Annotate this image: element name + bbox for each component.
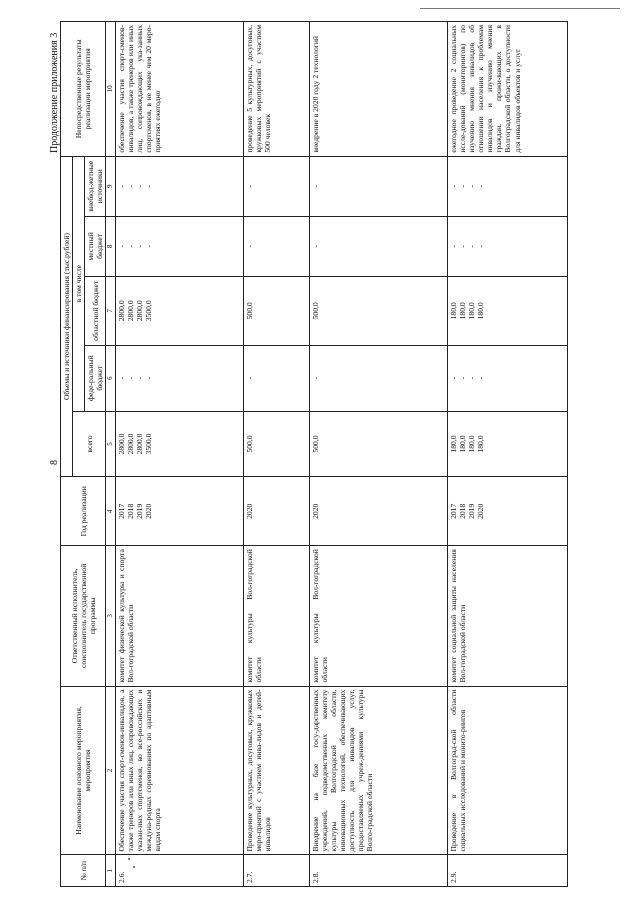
implementation-year — [447, 477, 567, 546]
funding-total-value: 2800,0 — [135, 433, 145, 455]
funding-regional-value: 180,0 — [457, 302, 467, 320]
funding-regional-value: 500,0 — [244, 302, 254, 320]
funding-local-value: - — [144, 245, 154, 248]
funding-federal — [447, 345, 567, 411]
funding-extrabudget-value: - — [310, 184, 320, 188]
funding-total — [447, 411, 567, 477]
funding-federal-value: - — [116, 376, 126, 380]
funding-federal-value: - — [144, 376, 154, 380]
funding-regional — [309, 276, 447, 345]
header-executor: Ответственный исполнитель, соисполнитель государственной программы — [61, 546, 106, 686]
funding-local-value: - — [244, 245, 254, 248]
expected-result: обеспечение участия спорт-сменов-инвалидов, а также тренеров или иных лиц, сопровождающих ука-занных спортсменов, в не менее чем 20 меро-приятиях ежегодно — [115, 22, 243, 157]
column-number: 6 — [106, 345, 115, 411]
header-funding: Объемы и источники финансирования (тыс.рублей) — [61, 156, 73, 477]
implementation-year — [243, 477, 309, 546]
funding-extrabudget-value: - — [116, 184, 126, 188]
funding-local — [115, 216, 243, 276]
continuation-label: Продолжение приложения 3 — [49, 32, 60, 153]
funding-total-value: 500,0 — [310, 435, 320, 453]
funding-extrabudget-value: - — [467, 184, 477, 188]
header-local: местный бюджет — [85, 216, 106, 276]
funding-total-value: 180,0 — [457, 435, 467, 453]
implementation-year-value: 2020 — [310, 503, 320, 519]
funding-local-value: - — [476, 245, 486, 248]
column-number: 2 — [106, 686, 115, 855]
funding-extrabudget — [447, 156, 567, 216]
funding-extrabudget — [309, 156, 447, 216]
funding-total-value: 2800,0 — [125, 433, 135, 455]
funding-regional-value: 2800,0 — [125, 300, 135, 322]
implementation-year-value: 2017 — [116, 503, 126, 519]
row-number: 2.8. — [309, 855, 447, 887]
header-num: № п/п — [61, 855, 106, 887]
funding-local-value: - — [310, 245, 320, 248]
activity-name: Внедрение на базе госу-дарственных учреждений, подведомственных комитету культуры Волгоградской области, инновационных технологий, обеспечивающих доступность для инвалидов услуг, предоставляемых учреж-дениями культуры Волго-градской области — [309, 686, 447, 855]
activity-name: Проведение в Волгоград-ской области социальных исследований и монито-рингов — [447, 686, 567, 855]
column-number: 1 — [106, 855, 115, 887]
table-row — [115, 22, 243, 887]
header-extrabudget: внебюд-жетные источники — [85, 156, 106, 216]
funding-total-value: 500,0 — [244, 435, 254, 453]
funding-federal-value: - — [457, 376, 467, 380]
header-result: Непосредственные результаты реализации мероприятия — [61, 22, 106, 157]
table-row — [309, 22, 447, 887]
funding-total-value: 3500,0 — [144, 433, 154, 455]
funding-extrabudget — [115, 156, 243, 216]
funding-total-value: 180,0 — [476, 435, 486, 453]
funding-regional-value: 180,0 — [467, 302, 477, 320]
funding-regional-value: 180,0 — [476, 302, 486, 320]
funding-federal-value: - — [448, 376, 458, 380]
program-table — [60, 21, 568, 887]
header-regional: областной бюджет — [85, 276, 106, 345]
funding-total — [243, 411, 309, 477]
implementation-year-value: 2019 — [467, 503, 477, 519]
implementation-year — [115, 477, 243, 546]
funding-extrabudget-value: - — [476, 184, 486, 188]
column-number: 7 — [106, 276, 115, 345]
funding-federal-value: - — [135, 376, 145, 380]
table-row — [243, 22, 309, 887]
page-number: 8 — [49, 460, 60, 465]
table-row — [447, 22, 567, 887]
column-number: 10 — [106, 22, 115, 157]
funding-regional — [447, 276, 567, 345]
funding-extrabudget-value: - — [125, 184, 135, 188]
funding-regional-value: 2800,0 — [135, 300, 145, 322]
implementation-year-value: 2018 — [125, 503, 135, 519]
funding-extrabudget-value: - — [144, 184, 154, 188]
funding-federal — [309, 345, 447, 411]
responsible-executor: комитет социальной защиты населения Вол-гоградской области — [447, 546, 567, 686]
activity-name: Обеспечение участия спорт-сменов-инвалидов, а также тренеров или иных лиц, сопровождающих указан-ных спортсменов, во все-российских и междуна-родных соревнованиях по адаптивным видам спорта — [115, 686, 243, 855]
funding-regional-value: 500,0 — [310, 302, 320, 320]
funding-local — [309, 216, 447, 276]
funding-local-value: - — [125, 245, 135, 248]
funding-federal — [115, 345, 243, 411]
funding-regional-value: 3500,0 — [144, 300, 154, 322]
funding-local-value: - — [467, 245, 477, 248]
funding-local-value: - — [457, 245, 467, 248]
funding-federal-value: - — [244, 376, 254, 380]
implementation-year-value: 2017 — [448, 503, 458, 519]
expected-result: проведение 5 культурных, досуговых, кружковых мероприятий с участием 500 человек — [243, 22, 309, 157]
column-number: 4 — [106, 477, 115, 546]
responsible-executor: комитет физической культуры и спорта Вол-гоградской области — [115, 546, 243, 686]
column-number: 8 — [106, 216, 115, 276]
funding-extrabudget-value: - — [448, 184, 458, 188]
funding-regional-value: 180,0 — [448, 302, 458, 320]
funding-extrabudget-value: - — [244, 184, 254, 188]
table-body — [115, 22, 567, 887]
implementation-year-value: 2020 — [244, 503, 254, 519]
activity-name: Проведение культурных, досуговых, кружковых меро-приятий с участием инва-лидов и детей-инвалидов — [243, 686, 309, 855]
implementation-year-value: 2018 — [457, 503, 467, 519]
funding-federal-value: - — [467, 376, 477, 380]
funding-total — [309, 411, 447, 477]
funding-federal — [243, 345, 309, 411]
funding-federal-value: - — [476, 376, 486, 380]
funding-total-value: 2800,0 — [116, 433, 126, 455]
row-number: 2.6. — [115, 855, 243, 887]
funding-extrabudget — [243, 156, 309, 216]
funding-local-value: - — [116, 245, 126, 248]
column-number: 9 — [106, 156, 115, 216]
funding-local — [447, 216, 567, 276]
funding-federal-value: - — [125, 376, 135, 380]
funding-local-value: - — [135, 245, 145, 248]
implementation-year-value: 2020 — [144, 503, 154, 519]
row-number: 2.7. — [243, 855, 309, 887]
funding-local-value: - — [448, 245, 458, 248]
implementation-year-value: 2020 — [476, 503, 486, 519]
header-year: Год реализации — [61, 477, 106, 546]
row-number: 2.9. — [447, 855, 567, 887]
funding-total-value: 180,0 — [448, 435, 458, 453]
implementation-year-value: 2019 — [135, 503, 145, 519]
header-federal: феде-ральный бюджет — [85, 345, 106, 411]
expected-result: внедрение в 2020 году 2 технологий — [309, 22, 447, 157]
funding-federal-value: - — [310, 376, 320, 380]
funding-local — [243, 216, 309, 276]
responsible-executor: комитет культуры Вол-гоградской области — [309, 546, 447, 686]
column-number: 3 — [106, 546, 115, 686]
funding-total-value: 180,0 — [467, 435, 477, 453]
funding-extrabudget-value: - — [135, 184, 145, 188]
funding-regional-value: 2800,0 — [116, 300, 126, 322]
funding-extrabudget-value: - — [457, 184, 467, 188]
column-number: 5 — [106, 411, 115, 477]
header-name: Наименование основного мероприятия, мероприятия — [61, 686, 106, 855]
funding-total — [115, 411, 243, 477]
column-numbers-row — [106, 22, 115, 887]
header-including: в том числе — [73, 156, 85, 411]
implementation-year — [309, 477, 447, 546]
funding-regional — [243, 276, 309, 345]
header-total: всего — [73, 411, 106, 477]
responsible-executor: комитет культуры Вол-гоградской области — [243, 546, 309, 686]
expected-result: ежегодное проведение 2 социальных иссле-дований (мониторингов) по изучению мнения инвалидов об отношении населения к проблемам инвалидов и изучению мнения граждан, прожи-вающих в Волгоградской области, о доступности для инвалидов объектов и услуг — [447, 22, 567, 157]
funding-regional — [115, 276, 243, 345]
